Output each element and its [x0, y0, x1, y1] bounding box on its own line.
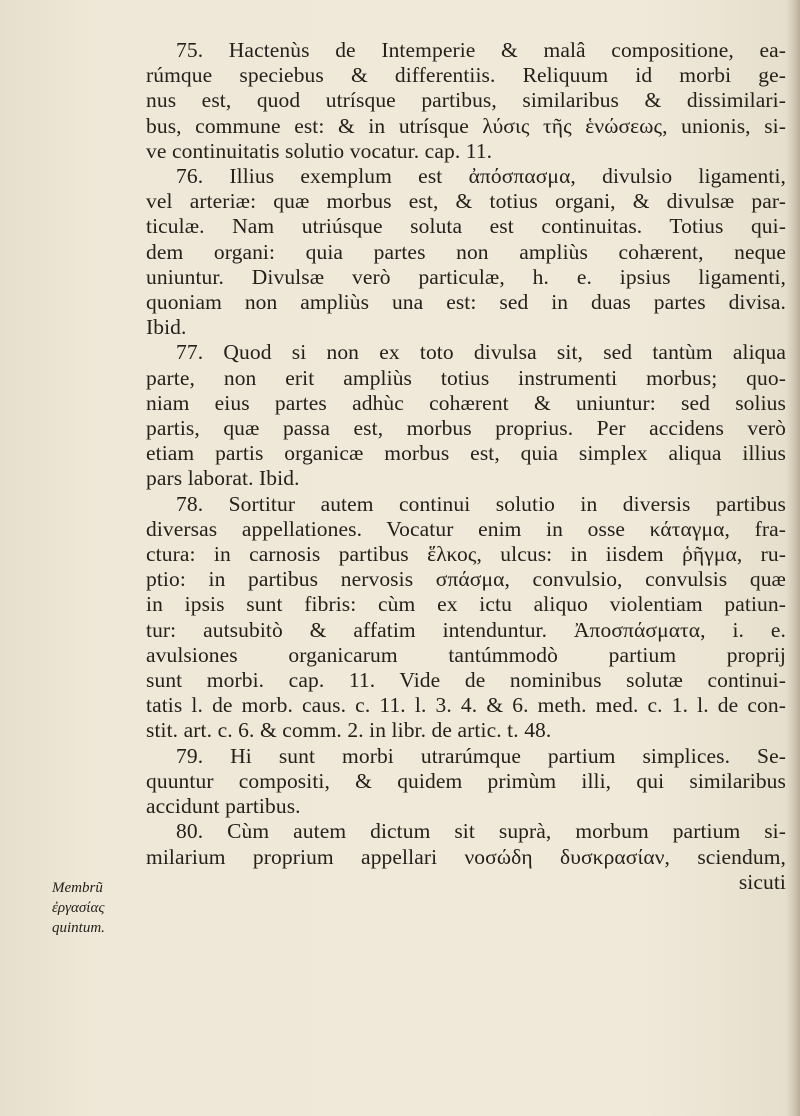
text-line: avulsiones organicarum tantúmmodò partium proprij	[146, 642, 786, 667]
text-line: ctura: in carnosis partibus ἕλκος, ulcus: in iisdem ῥῆγμα, ru-	[146, 542, 786, 567]
text-line: etiam partis organicæ morbus est, quia simplex aliqua illius	[146, 441, 786, 466]
text-line: rúmque speciebus & differentiis. Reliquum id morbi ge-	[146, 63, 786, 88]
text-line: ticulæ. Nam utriúsque soluta est continuitas. Totius qui-	[146, 214, 786, 239]
text-line: bus, commune est: & in utrísque λύσις τῆς ἑνώσεως, unionis, si-	[146, 113, 786, 138]
text-line: 78. Sortitur autem continui solutio in diversis partibus	[176, 491, 786, 516]
text-line: dem organi: quia partes non ampliùs cohærent, neque	[146, 239, 786, 264]
text-line: diversas appellationes. Vocatur enim in osse κάταγμα, fra-	[146, 516, 786, 541]
text-line: quoniam non ampliùs una est: sed in duas partes divisa.	[146, 290, 786, 315]
text-line: niam eius partes adhùc cohærent & uniuntur: sed solius	[146, 390, 786, 415]
text-line: 80. Cùm autem dictum sit suprà, morbum partium si-	[176, 819, 786, 844]
text-line: in ipsis sunt fibris: cùm ex ictu aliquo violentiam patiun-	[146, 592, 786, 617]
text-line: 75. Hactenùs de Intemperie & malâ compositione, ea-	[176, 38, 786, 62]
text-line: ptio: in partibus nervosis σπάσμα, convulsio, convulsis quæ	[146, 567, 786, 592]
text-line: tur: autsubitò & affatim intenduntur. Ἀποσπάσματα, i. e.	[146, 617, 786, 642]
text-line: pars laborat. Ibid.	[146, 466, 300, 491]
text-line: 77. Quod si non ex toto divulsa sit, sed tantùm aliqua	[176, 340, 786, 365]
text-line: uniuntur. Divulsæ verò particulæ, h. e. ipsius ligamenti,	[146, 264, 786, 289]
text-line: stit. art. c. 6. & comm. 2. in libr. de artic. t. 48.	[146, 718, 552, 743]
text-line: nus est, quod utrísque partibus, similaribus & dissimilari-	[146, 88, 786, 113]
text-line: milarium proprium appellari νοσώδη δυσκρασίαν, sciendum,	[146, 844, 786, 869]
text-line: parte, non erit ampliùs totius instrumenti morbus; quo-	[146, 365, 786, 390]
margin-note-line-1: Membrũ	[52, 880, 103, 896]
text-line: Ibid.	[146, 315, 187, 340]
margin-note	[52, 878, 144, 938]
body-text	[146, 38, 786, 895]
text-line: partis, quæ passa est, morbus proprius. Per accidens verò	[146, 416, 786, 441]
text-line: quuntur compositi, & quidem primùm illi, qui similaribus	[146, 768, 786, 793]
text-line: 79. Hi sunt morbi utrarúmque partium simplices. Se-	[176, 743, 786, 768]
margin-note-line-3: quintum.	[52, 920, 105, 936]
text-line: sunt morbi. cap. 11. Vide de nominibus solutæ continui-	[146, 668, 786, 693]
page-edge	[786, 0, 800, 1116]
text-line: ve continuitatis solutio vocatur. cap. 11.	[146, 138, 493, 163]
text-line: sicuti	[738, 869, 786, 894]
text-line: vel arteriæ: quæ morbus est, & totius organi, & divulsæ par-	[146, 189, 786, 214]
text-line: 76. Illius exemplum est ἀπόσπασμα, divulsio ligamenti,	[176, 164, 786, 189]
margin-note-line-2: ἐργασίας	[52, 900, 105, 916]
text-line: tatis l. de morb. caus. c. 11. l. 3. 4. & 6. meth. med. c. 1. l. de con-	[146, 693, 786, 718]
text-line: accidunt partibus.	[146, 794, 301, 819]
